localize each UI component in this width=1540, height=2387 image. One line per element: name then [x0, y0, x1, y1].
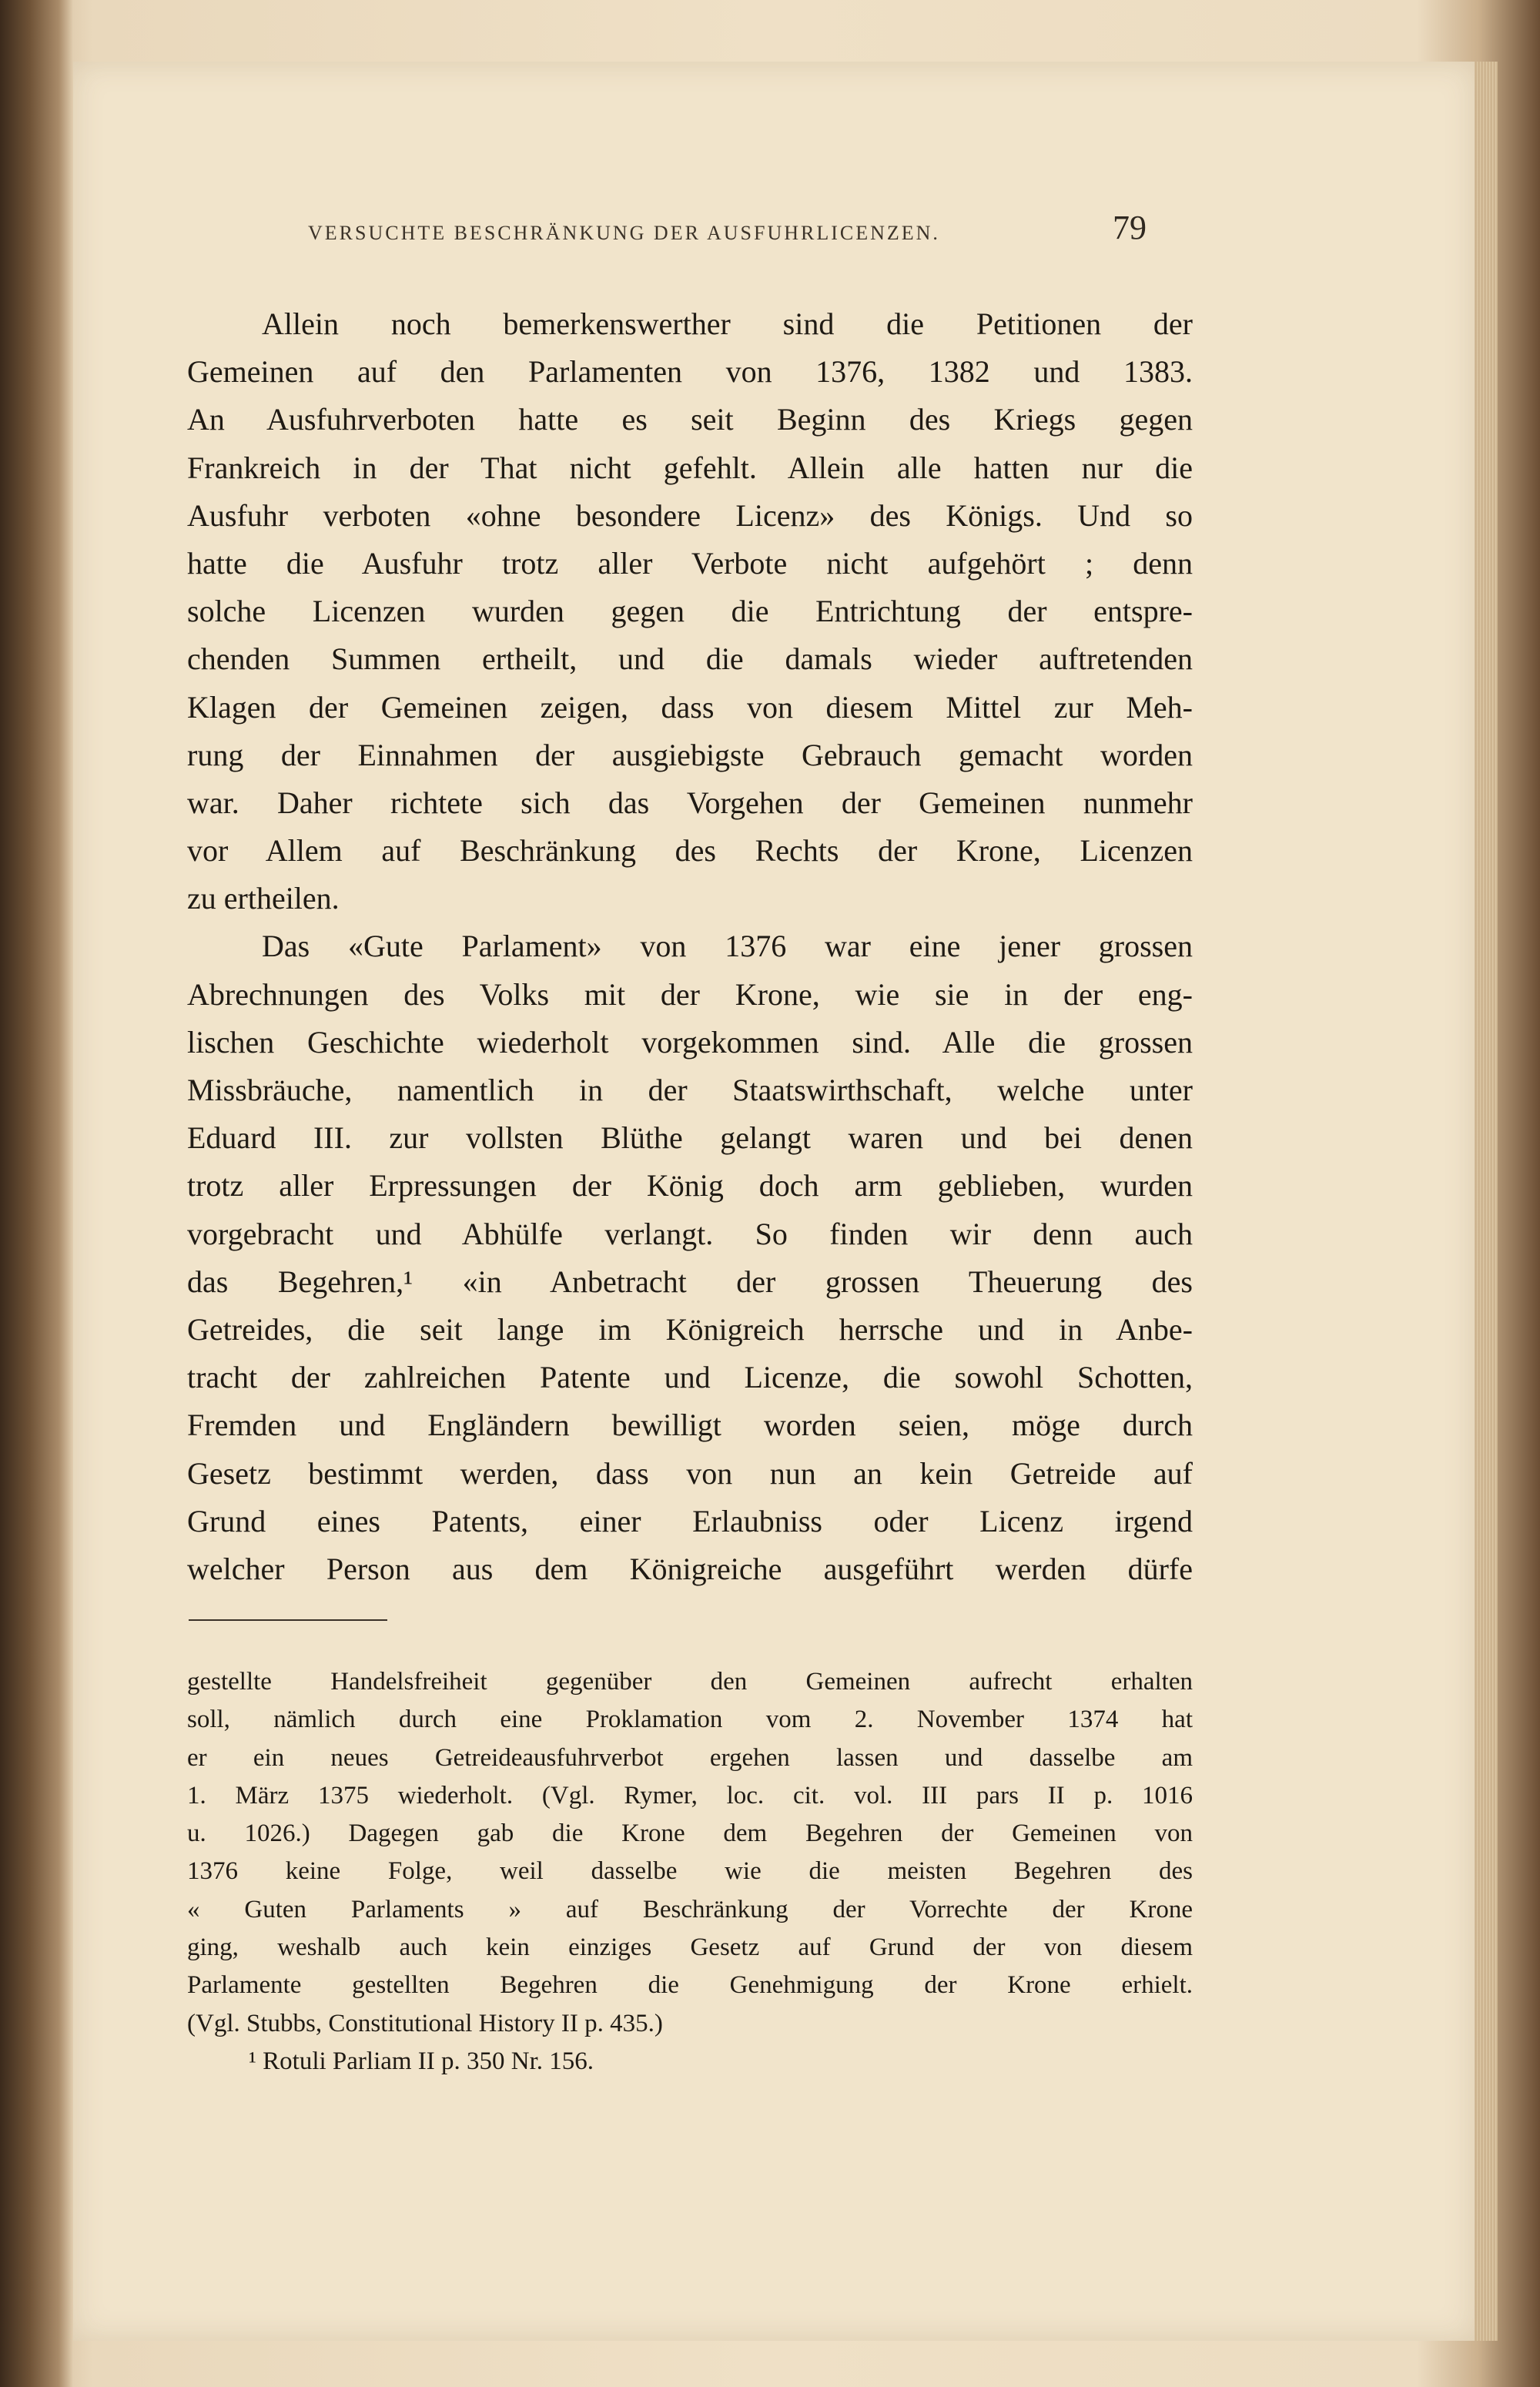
- text-line: trotz aller Erpressungen der König doch arm geblieben, wurden: [187, 1168, 1193, 1204]
- text-line: chenden Summen ertheilt, und die damals wieder auftretenden: [187, 641, 1193, 677]
- footnote-line: 1376 keine Folge, weil dasselbe wie die meisten Begehren des: [187, 1857, 1193, 1886]
- text-line: Gemeinen auf den Parlamenten von 1376, 1382 und 1383.: [187, 354, 1193, 390]
- page-number: 79: [1113, 209, 1147, 246]
- text-line: Allein noch bemerkenswerther sind die Petitionen der: [262, 306, 1193, 341]
- footnotes: [187, 1663, 1193, 2081]
- book-spine: [0, 0, 73, 2387]
- footnote-line: « Guten Parlaments » auf Beschränkung der Vorrechte der Krone: [187, 1895, 1193, 1923]
- text-line: war. Daher richtete sich das Vorgehen der Gemeinen nunmehr: [187, 785, 1193, 820]
- text-line: tracht der zahlreichen Patente und Licenze, die sowohl Schotten,: [187, 1360, 1193, 1395]
- footnote-line: er ein neues Getreideausfuhrverbot ergehen lassen und dasselbe am: [187, 1743, 1193, 1772]
- text-line: Fremden und Engländern bewilligt worden seien, möge durch: [187, 1408, 1193, 1443]
- page-edges: [1475, 62, 1498, 2341]
- text-line: vorgebracht und Abhülfe verlangt. So finden wir denn auch: [187, 1216, 1193, 1251]
- text-line: Missbräuche, namentlich in der Staatswirthschaft, welche unter: [187, 1073, 1193, 1107]
- footnote-line: gestellte Handelsfreiheit gegenüber den Gemeinen aufrecht erhalten: [187, 1668, 1193, 1696]
- footnote-line: soll, nämlich durch eine Proklamation vom 2. November 1374 hat: [187, 1706, 1193, 1734]
- text-line: zu ertheilen.: [187, 881, 340, 916]
- text-line: Abrechnungen des Volks mit der Krone, wie sie in der eng-: [187, 976, 1193, 1012]
- footnote-line: u. 1026.) Dagegen gab die Krone dem Begehren der Gemeinen von: [187, 1820, 1193, 1848]
- footnote-line: 1. März 1375 wiederholt. (Vgl. Rymer, loc. cit. vol. III pars II p. 1016: [187, 1781, 1193, 1810]
- text-line: welcher Person aus dem Königreiche ausgeführt werden dürfe: [187, 1551, 1193, 1586]
- text-line: vor Allem auf Beschränkung des Rechts der Krone, Licenzen: [187, 833, 1193, 869]
- text-line: Getreides, die seit lange im Königreich herrsche und in Anbe-: [187, 1311, 1193, 1347]
- footnote-line: (Vgl. Stubbs, Constitutional History II p. 435.): [187, 2009, 663, 2037]
- footnote-rule: [189, 1619, 387, 1621]
- text-line: solche Licenzen wurden gegen die Entrichtung der entspre-: [187, 594, 1193, 629]
- text-line: Frankreich in der That nicht gefehlt. Allein alle hatten nur die: [187, 450, 1193, 485]
- text-line: Grund eines Patents, einer Erlaubniss oder Licenz irgend: [187, 1503, 1193, 1538]
- running-header: VERSUCHTE BESCHRÄNKUNG DER AUSFUHRLICENZEN.: [308, 222, 940, 244]
- text-line: Das «Gute Parlament» von 1376 war eine jener grossen: [262, 929, 1193, 964]
- footnote-line: ¹ Rotuli Parliam II p. 350 Nr. 156.: [249, 2047, 594, 2075]
- text-line: lischen Geschichte wiederholt vorgekommen sind. Alle die grossen: [187, 1024, 1193, 1060]
- text-line: rung der Einnahmen der ausgiebigste Gebrauch gemacht worden: [187, 737, 1193, 772]
- text-line: Ausfuhr verboten «ohne besondere Licenz» des Königs. Und so: [187, 497, 1193, 533]
- text-line: Klagen der Gemeinen zeigen, dass von diesem Mittel zur Meh-: [187, 689, 1193, 725]
- text-line: Eduard III. zur vollsten Blüthe gelangt waren und bei denen: [187, 1120, 1193, 1156]
- text-line: hatte die Ausfuhr trotz aller Verbote nicht aufgehört ; denn: [187, 545, 1193, 581]
- text-line: An Ausfuhrverboten hatte es seit Beginn des Kriegs gegen: [187, 402, 1193, 437]
- footnote-line: ging, weshalb auch kein einziges Gesetz auf Grund der von diesem: [187, 1933, 1193, 1962]
- text-line: Gesetz bestimmt werden, dass von nun an kein Getreide auf: [187, 1455, 1193, 1491]
- main-text: [187, 300, 1193, 1593]
- text-line: das Begehren,¹ «in Anbetracht der grossen Theuerung des: [187, 1264, 1193, 1299]
- footnote-line: Parlamente gestellten Begehren die Genehmigung der Krone erhielt.: [187, 1971, 1193, 2000]
